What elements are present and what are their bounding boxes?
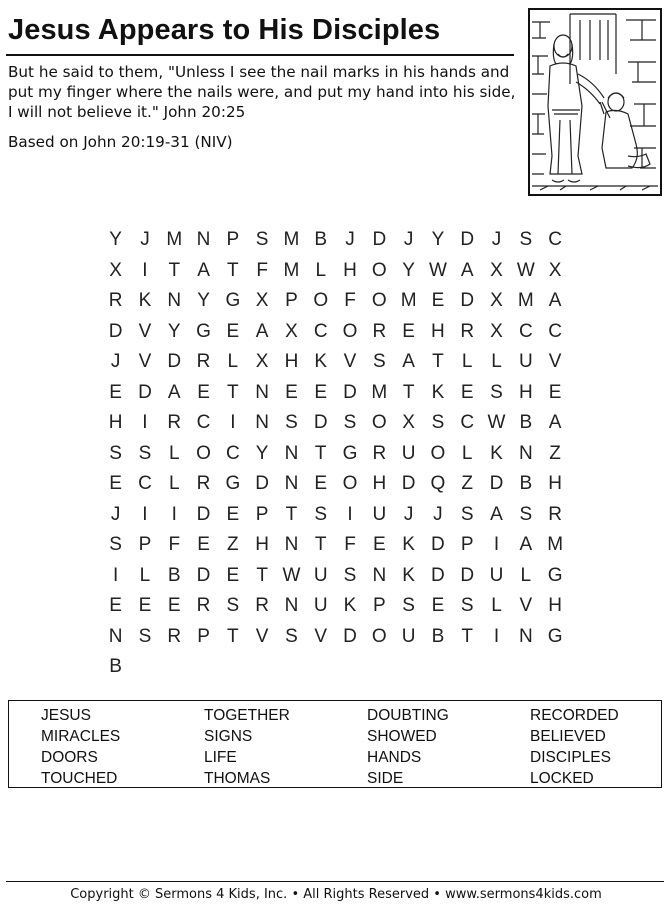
grid-letter: L (168, 442, 180, 464)
word-item: TOUCHED (41, 770, 118, 787)
grid-letter: T (227, 381, 239, 403)
grid-letter: S (109, 534, 122, 555)
grid-letter: E (109, 595, 122, 616)
grid-letter: J (110, 503, 121, 525)
grid-letter: E (314, 473, 328, 494)
grid-letter: A (548, 412, 562, 433)
grid-letter: R (255, 595, 269, 616)
grid-letter: G (225, 290, 241, 311)
grid-letter: V (519, 595, 533, 616)
grid-letter: K (402, 534, 415, 555)
grid-letter: L (227, 351, 239, 372)
grid-letter: I (142, 259, 148, 281)
grid-letter: C (138, 473, 152, 494)
grid-letter: N (196, 229, 211, 250)
grid-letter: H (372, 473, 387, 494)
grid-letter: K (343, 595, 357, 616)
grid-letter: M (371, 381, 388, 403)
grid-letter: Y (167, 320, 181, 342)
grid-letter: S (226, 595, 240, 616)
grid-letter: R (167, 412, 182, 433)
grid-letter: S (519, 229, 533, 250)
grid-letter: E (285, 381, 298, 403)
grid-letter: N (284, 534, 299, 555)
grid-letter: I (142, 503, 148, 525)
grid-letter: S (431, 412, 445, 433)
grid-letter: E (431, 290, 445, 311)
grid-letter: O (342, 320, 358, 342)
grid-letter: U (313, 595, 328, 616)
grid-letter: D (460, 229, 475, 250)
grid-letter: P (226, 229, 240, 250)
grid-letter: R (196, 595, 211, 616)
grid-letter: R (460, 320, 475, 342)
grid-letter: P (255, 503, 269, 525)
grid-letter: B (519, 473, 533, 494)
grid-letter: D (108, 320, 123, 342)
grid-letter: C (518, 320, 533, 342)
grid-letter: T (432, 351, 444, 372)
grid-letter: U (401, 625, 416, 647)
grid-letter: D (255, 473, 269, 494)
grid-letter: A (519, 534, 533, 555)
grid-letter: J (110, 351, 121, 372)
word-item: SIDE (367, 770, 404, 787)
grid-letter: L (461, 442, 473, 464)
grid-letter: G (225, 473, 241, 494)
grid-letter: R (108, 290, 123, 311)
word-item: DOORS (41, 749, 98, 766)
grid-letter: S (138, 625, 152, 647)
grid-letter: O (371, 625, 387, 647)
grid-letter: X (109, 259, 122, 281)
grid-letter: B (167, 564, 181, 586)
grid-letter: J (433, 503, 443, 525)
grid-letter: X (490, 320, 503, 342)
grid-letter: P (285, 290, 298, 311)
grid-letter: O (371, 412, 387, 433)
grid-letter: M (283, 259, 300, 281)
grid-letter: S (285, 625, 298, 647)
grid-letter: D (431, 564, 445, 586)
grid-letter: X (490, 259, 503, 281)
grid-letter: L (461, 351, 473, 372)
grid-letter: E (197, 534, 210, 555)
grid-letter: H (284, 351, 299, 372)
grid-letter: I (347, 503, 353, 525)
grid-letter: C (225, 442, 240, 464)
grid-letter: C (548, 229, 562, 250)
grid-letter: W (282, 564, 301, 586)
grid-letter: E (138, 595, 152, 616)
grid-letter: D (196, 503, 211, 525)
grid-letter: E (109, 381, 122, 403)
grid-letter: H (108, 412, 123, 433)
grid-letter: N (518, 442, 533, 464)
grid-letter: Y (109, 229, 122, 250)
grid-letter: R (196, 473, 211, 494)
grid-letter: N (255, 381, 269, 403)
grid-letter: O (371, 290, 387, 311)
grid-letter: H (255, 534, 269, 555)
grid-letter: D (460, 564, 475, 586)
page-title: Jesus Appears to His Disciples (8, 14, 441, 46)
grid-letter: T (227, 259, 239, 281)
scripture-reference: Based on John 20:19-31 (NIV) (8, 133, 233, 151)
word-item: JESUS (41, 707, 91, 724)
grid-letter: Y (431, 229, 445, 250)
grid-letter: T (402, 381, 415, 403)
grid-letter: U (313, 564, 328, 586)
grid-letter: E (402, 320, 415, 342)
grid-letter: A (197, 259, 210, 281)
word-item: SHOWED (367, 728, 437, 745)
grid-letter: K (402, 564, 415, 586)
grid-letter: P (138, 534, 152, 555)
word-item: DISCIPLES (530, 749, 611, 766)
grid-letter: W (487, 412, 506, 433)
grid-letter: D (372, 229, 387, 250)
grid-letter: L (315, 259, 327, 281)
grid-letter: K (490, 442, 503, 464)
word-item: THOMAS (204, 770, 271, 787)
grid-letter: V (138, 351, 152, 372)
grid-letter: W (516, 259, 535, 281)
grid-letter: A (548, 290, 562, 311)
grid-letter: T (285, 503, 298, 525)
grid-letter: L (491, 595, 502, 616)
jesus-and-thomas-illustration (528, 8, 662, 196)
grid-letter: D (460, 290, 475, 311)
grid-letter: D (343, 381, 357, 403)
word-item: TOGETHER (204, 707, 290, 724)
grid-letter: A (255, 320, 269, 342)
grid-letter: A (402, 351, 415, 372)
grid-letter: X (285, 320, 298, 342)
grid-letter: P (197, 625, 210, 647)
grid-letter: J (345, 229, 355, 250)
grid-letter: O (371, 259, 387, 281)
grid-letter: H (548, 473, 562, 494)
grid-letter: I (493, 534, 500, 555)
grid-letter: D (313, 412, 328, 433)
grid-letter: L (491, 351, 502, 372)
grid-letter: K (314, 351, 328, 372)
grid-letter: U (518, 351, 533, 372)
grid-letter: X (255, 351, 269, 372)
grid-letter: N (284, 595, 299, 616)
grid-letter: L (139, 564, 151, 586)
grid-letter: N (372, 564, 387, 586)
grid-letter: D (138, 381, 152, 403)
grid-letter: V (548, 351, 562, 372)
grid-letter: E (372, 534, 386, 555)
grid-letter: E (226, 564, 240, 586)
grid-letter: G (342, 442, 358, 464)
grid-letter: F (344, 290, 356, 311)
word-item: DOUBTING (367, 707, 449, 724)
grid-letter: Q (430, 473, 446, 494)
grid-letter: K (138, 290, 152, 311)
grid-letter: S (285, 412, 298, 433)
grid-letter: S (343, 412, 357, 433)
grid-letter: S (138, 442, 152, 464)
grid-letter: E (460, 381, 474, 403)
grid-letter: O (342, 473, 358, 494)
grid-letter: H (431, 320, 445, 342)
grid-letter: D (343, 625, 357, 647)
grid-letter: S (314, 503, 328, 525)
word-item: SIGNS (204, 728, 253, 745)
grid-letter: X (255, 290, 269, 311)
grid-letter: H (518, 381, 533, 403)
grid-letter: E (197, 381, 210, 403)
grid-letter: S (372, 351, 386, 372)
grid-letter: H (548, 595, 562, 616)
grid-letter: N (108, 625, 123, 647)
grid-letter: N (284, 442, 299, 464)
grid-letter: T (256, 564, 268, 586)
grid-letter: E (431, 595, 445, 616)
grid-letter: D (196, 564, 211, 586)
grid-letter: R (372, 442, 387, 464)
grid-letter: I (142, 412, 148, 433)
grid-letter: B (314, 229, 328, 250)
illustration-drawing (530, 10, 660, 194)
grid-letter: R (196, 351, 211, 372)
grid-letter: S (460, 503, 474, 525)
grid-letter: A (167, 381, 181, 403)
grid-letter: U (372, 503, 387, 525)
grid-letter: I (113, 564, 119, 586)
grid-letter: H (343, 259, 357, 281)
grid-letter: D (401, 473, 416, 494)
grid-letter: R (167, 625, 182, 647)
copyright-footer: Copyright © Sermons 4 Kids, Inc. • All Rights Reserved • www.sermons4kids.com (70, 887, 602, 902)
grid-letter: S (109, 442, 122, 464)
grid-letter: E (226, 320, 240, 342)
grid-letter: E (109, 473, 122, 494)
word-item: HANDS (367, 749, 422, 766)
grid-letter: S (402, 595, 415, 616)
grid-letter: Y (255, 442, 269, 464)
grid-letter: U (489, 564, 504, 586)
grid-letter: W (428, 259, 447, 281)
grid-letter: J (140, 229, 150, 250)
grid-letter: F (344, 534, 356, 555)
grid-letter: V (343, 351, 357, 372)
grid-letter: E (226, 503, 240, 525)
grid-letter: S (343, 564, 357, 586)
grid-letter: D (167, 351, 182, 372)
grid-letter: X (548, 259, 562, 281)
grid-letter: L (520, 564, 532, 586)
grid-letter: Z (461, 473, 474, 494)
grid-letter: S (255, 229, 269, 250)
grid-letter: T (227, 625, 239, 647)
grid-letter: C (460, 412, 475, 433)
grid-letter: V (255, 625, 269, 647)
grid-letter: Z (227, 534, 239, 555)
word-list (41, 705, 670, 789)
grid-letter: S (460, 595, 474, 616)
grid-letter: T (461, 625, 474, 647)
grid-letter: A (460, 259, 474, 281)
grid-letter: X (402, 412, 415, 433)
grid-letter: C (548, 320, 562, 342)
grid-letter: S (490, 381, 503, 403)
grid-letter: N (518, 625, 533, 647)
footer-divider (6, 881, 664, 882)
grid-letter: V (314, 625, 328, 647)
grid-letter: P (372, 595, 386, 616)
grid-letter: J (491, 229, 502, 250)
bible-verse: But he said to them, "Unless I see the nail marks in his hands and put my finger where the nails were, and put my hand into his side, I will not believe it." John 20:25 (8, 63, 516, 121)
grid-letter: I (171, 503, 177, 525)
grid-letter: F (168, 534, 181, 555)
grid-letter: N (167, 290, 182, 311)
grid-letter: B (109, 656, 122, 677)
grid-letter: O (196, 442, 211, 464)
grid-letter: D (489, 473, 504, 494)
word-search-grid (101, 225, 571, 683)
grid-letter: J (403, 229, 414, 250)
grid-letter: A (490, 503, 503, 525)
grid-letter: D (431, 534, 445, 555)
grid-letter: C (196, 412, 211, 433)
grid-letter: M (547, 534, 564, 555)
grid-letter: T (314, 534, 327, 555)
grid-letter: C (313, 320, 328, 342)
grid-letter: T (314, 442, 327, 464)
grid-letter: V (138, 320, 152, 342)
grid-letter: L (168, 473, 180, 494)
grid-letter: U (401, 442, 416, 464)
grid-letter: K (431, 381, 445, 403)
grid-letter: X (490, 290, 503, 311)
grid-letter: M (283, 229, 300, 250)
grid-letter: Y (402, 259, 415, 281)
grid-letter: G (547, 564, 563, 586)
word-item: LOCKED (530, 770, 594, 787)
grid-letter: N (255, 412, 269, 433)
grid-letter: P (460, 534, 474, 555)
word-item: BELIEVED (530, 728, 606, 745)
grid-letter: E (548, 381, 562, 403)
grid-letter: M (166, 229, 183, 250)
grid-letter: R (372, 320, 387, 342)
word-item: LIFE (204, 749, 237, 766)
grid-letter: Y (197, 290, 210, 311)
grid-letter: F (256, 259, 268, 281)
grid-letter: N (284, 473, 299, 494)
grid-letter: O (430, 442, 446, 464)
title-divider (6, 54, 514, 56)
grid-letter: B (431, 625, 445, 647)
grid-letter: O (313, 290, 329, 311)
grid-letter: B (519, 412, 533, 433)
grid-letter: I (230, 412, 236, 433)
grid-letter: I (493, 625, 500, 647)
grid-letter: S (519, 503, 533, 525)
grid-letter: T (168, 259, 181, 281)
grid-letter: E (167, 595, 181, 616)
grid-letter: G (547, 625, 563, 647)
grid-letter: Z (549, 442, 561, 464)
grid-letter: R (548, 503, 562, 525)
word-item: RECORDED (530, 707, 619, 724)
grid-letter: M (517, 290, 534, 311)
grid-letter: M (400, 290, 417, 311)
grid-letter: G (196, 320, 211, 342)
word-bank (8, 700, 662, 788)
grid-letter: E (314, 381, 328, 403)
grid-letter: J (403, 503, 414, 525)
word-item: MIRACLES (41, 728, 121, 745)
